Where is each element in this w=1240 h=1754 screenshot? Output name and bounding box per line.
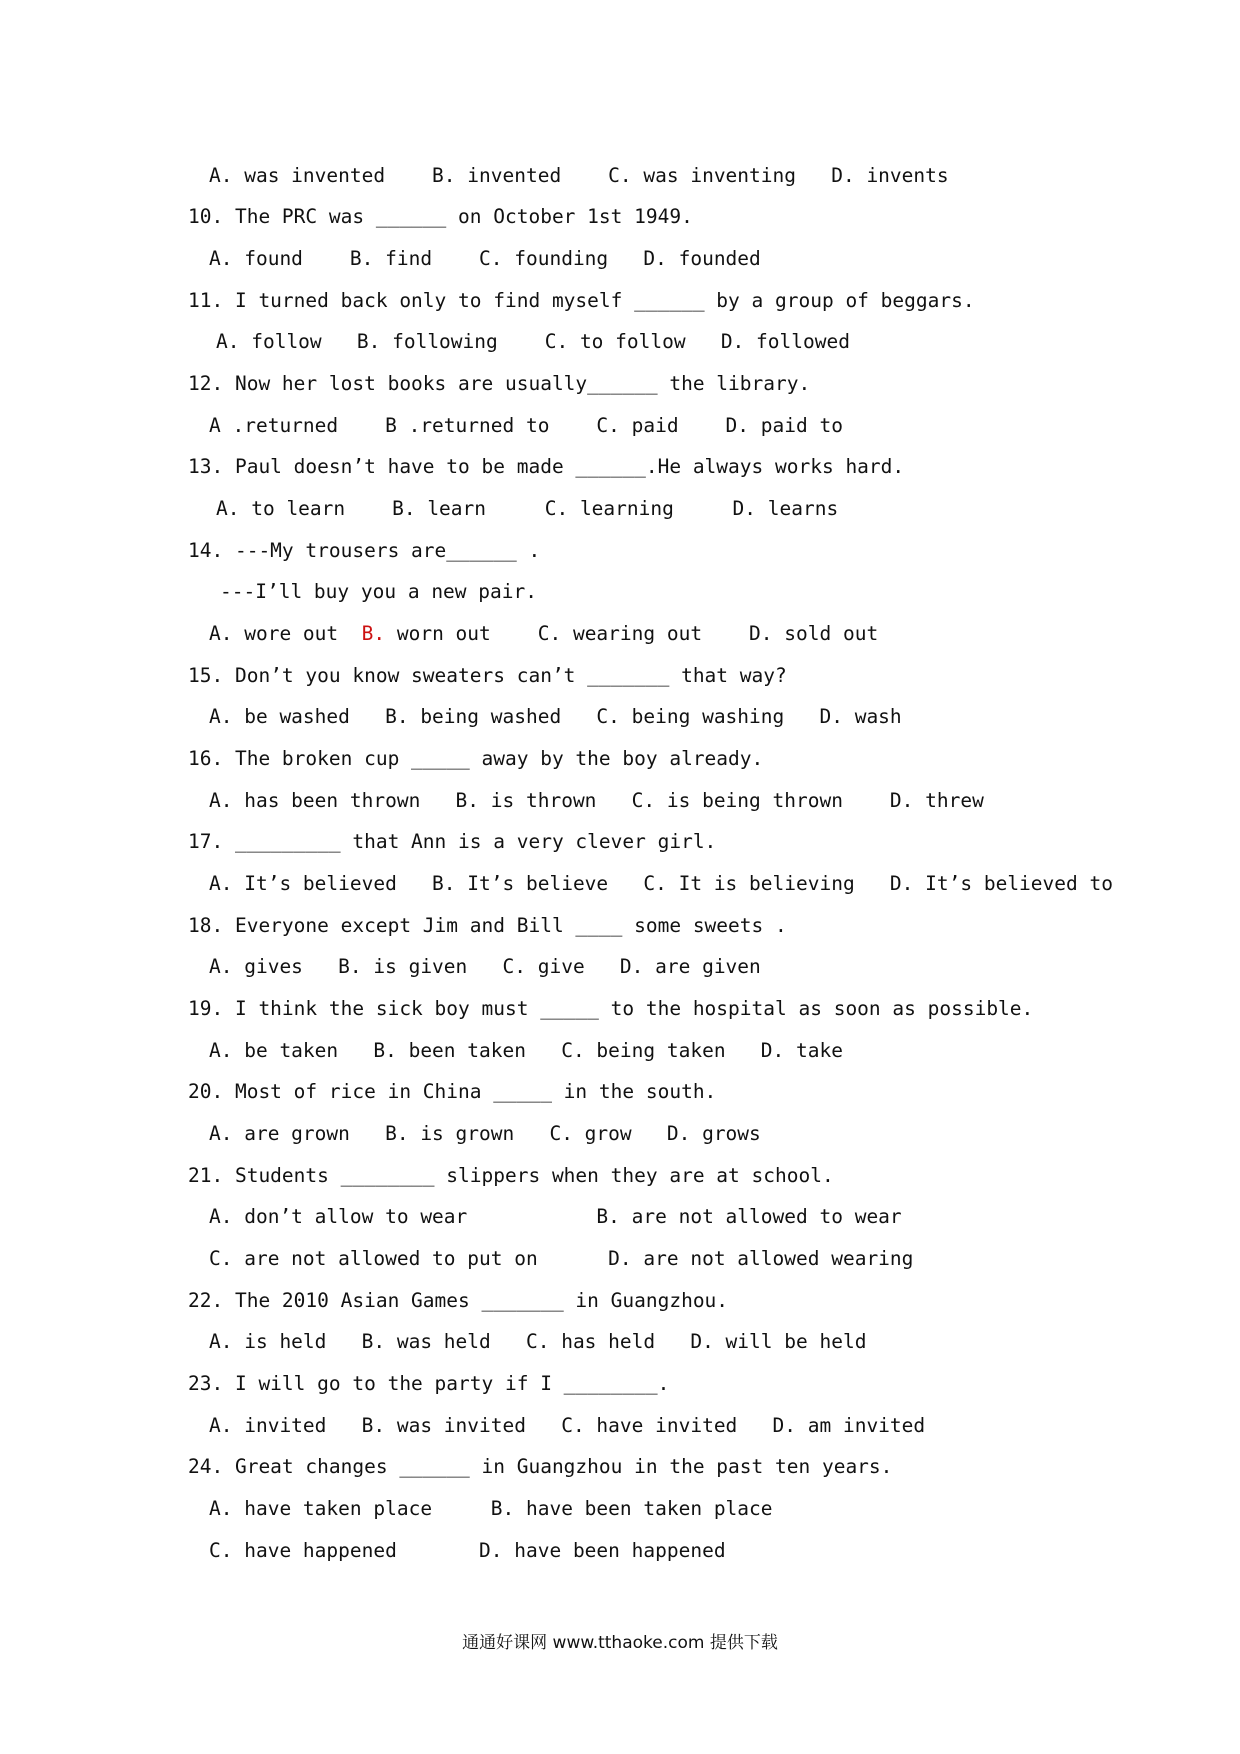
q13-stem: 13. Paul doesn’t have to be made ______.He always works hard. bbox=[188, 455, 905, 478]
q17-stem: 17. _________ that Ann is a very clever girl. bbox=[188, 830, 717, 853]
q19-options: A. be taken B. been taken C. being taken D. take bbox=[209, 1039, 843, 1062]
q12-options: A .returned B .returned to C. paid D. paid to bbox=[209, 414, 843, 437]
q9-options: A. was invented B. invented C. was inventing D. invents bbox=[209, 164, 949, 187]
q19-stem: 19. I think the sick boy must _____ to the hospital as soon as possible. bbox=[188, 997, 1034, 1020]
q20-options: A. are grown B. is grown C. grow D. grows bbox=[209, 1122, 761, 1145]
q15-options: A. be washed B. being washed C. being washing D. wash bbox=[209, 705, 902, 728]
page-footer: 通通好课网 www.tthaoke.com 提供下载 bbox=[462, 1633, 778, 1653]
q24-options-cd: C. have happened D. have been happened bbox=[209, 1539, 726, 1562]
q15-stem: 15. Don’t you know sweaters can’t _______ that way? bbox=[188, 664, 787, 687]
q23-stem: 23. I will go to the party if I ________. bbox=[188, 1372, 670, 1395]
answer-mark-b: B. bbox=[361, 622, 386, 645]
q17-options: A. It’s believed B. It’s believe C. It is believing D. It’s believed to bbox=[209, 872, 1113, 895]
q10-options: A. found B. find C. founding D. founded bbox=[209, 247, 761, 270]
q12-stem: 12. Now her lost books are usually______ the library. bbox=[188, 372, 811, 395]
q24-stem: 24. Great changes ______ in Guangzhou in the past ten years. bbox=[188, 1455, 893, 1478]
q24-options-ab: A. have taken place B. have been taken place bbox=[209, 1497, 773, 1520]
q16-stem: 16. The broken cup _____ away by the boy already. bbox=[188, 747, 764, 770]
q23-options: A. invited B. was invited C. have invited D. am invited bbox=[209, 1414, 926, 1437]
q11-stem: 11. I turned back only to find myself ______ by a group of beggars. bbox=[188, 289, 975, 312]
q21-options-cd: C. are not allowed to put on D. are not allowed wearing bbox=[209, 1247, 914, 1270]
q11-options: A. follow B. following C. to follow D. followed bbox=[216, 330, 850, 353]
q13-options: A. to learn B. learn C. learning D. learns bbox=[216, 497, 839, 520]
q18-stem: 18. Everyone except Jim and Bill ____ some sweets . bbox=[188, 914, 787, 937]
q21-stem: 21. Students ________ slippers when they are at school. bbox=[188, 1164, 834, 1187]
q22-options: A. is held B. was held C. has held D. will be held bbox=[209, 1330, 867, 1353]
q14-option-a: A. wore out bbox=[209, 622, 362, 645]
q20-stem: 20. Most of rice in China _____ in the south. bbox=[188, 1080, 717, 1103]
q14-option-rest: worn out C. wearing out D. sold out bbox=[385, 622, 879, 645]
q22-stem: 22. The 2010 Asian Games _______ in Guangzhou. bbox=[188, 1289, 729, 1312]
q10-stem: 10. The PRC was ______ on October 1st 1949. bbox=[188, 205, 693, 228]
q16-options: A. has been thrown B. is thrown C. is being thrown D. threw bbox=[209, 789, 984, 812]
q14-reply: ---I’ll buy you a new pair. bbox=[220, 580, 537, 603]
q18-options: A. gives B. is given C. give D. are given bbox=[209, 955, 761, 978]
q14-options bbox=[209, 621, 878, 647]
q21-options-ab: A. don’t allow to wear B. are not allowed to wear bbox=[209, 1205, 902, 1228]
q14-stem: 14. ---My trousers are______ . bbox=[188, 539, 541, 562]
